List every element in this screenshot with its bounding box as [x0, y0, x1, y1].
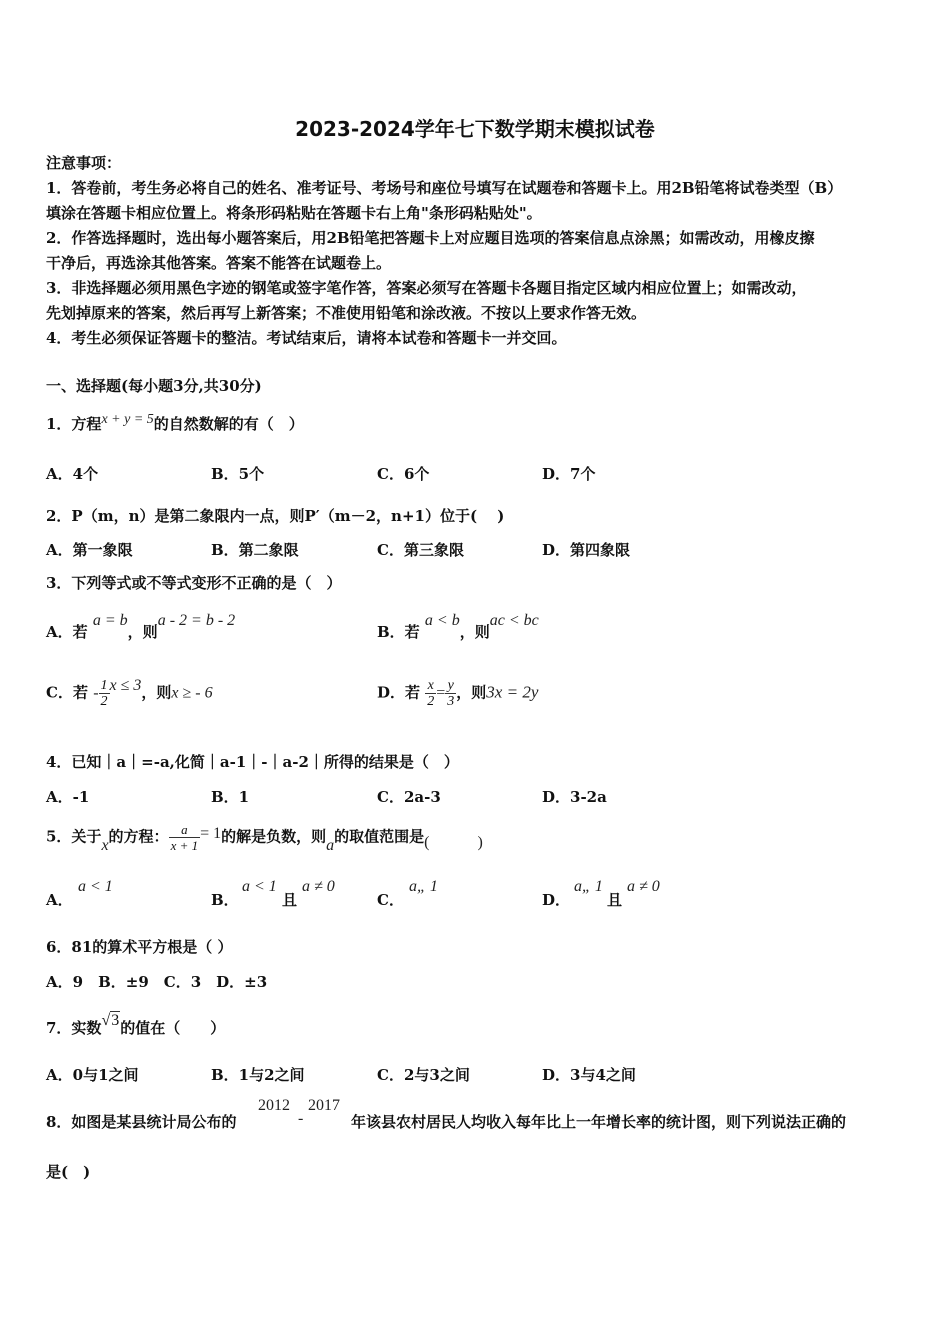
q3-c-then: ，则	[141, 683, 172, 702]
question-8-line2: 是( )	[46, 1163, 91, 1181]
notice-heading: 注意事项：	[46, 154, 122, 172]
q4-option-a: A．-1	[46, 788, 90, 806]
q3-d-numerator-x: x	[425, 678, 436, 694]
q5-numerator: a	[169, 822, 201, 838]
q3-d-numerator-y: y	[445, 678, 456, 694]
q1-option-d: D．7个	[542, 465, 596, 483]
q5-post: 的取值范围是	[334, 827, 425, 846]
q7-pre: 7．实数	[46, 1019, 102, 1037]
q1-option-c: C．6个	[377, 465, 430, 483]
section-heading: 一、选择题(每小题3分,共30分)	[46, 377, 262, 395]
q3-c-condition: x ≤ 3	[109, 676, 142, 694]
question-7-stem	[46, 1012, 226, 1041]
q3-d-result: 3x = 2y	[486, 682, 539, 702]
q5-option-b-and: 且	[282, 891, 298, 909]
q3-b-then: ，则	[459, 623, 490, 641]
q1-post: 的自然数解的有（ ）	[153, 415, 304, 433]
q5-var-x: x	[101, 836, 109, 854]
q3-option-a	[46, 612, 236, 645]
notice-line-4: 干净后，再选涂其他答案。答案不能答在试题卷上。	[46, 254, 392, 272]
q3-a-then: ，则	[127, 623, 158, 641]
q2-option-c: C．第三象限	[377, 541, 464, 559]
q7-option-d: D．3与4之间	[542, 1066, 636, 1084]
q5-option-c: a„ 1	[409, 878, 438, 895]
q1-option-a: A．4个	[46, 465, 99, 483]
q4-option-c: C．2a-3	[377, 788, 441, 806]
q5-paren: ( )	[424, 833, 483, 851]
q3-d-denominator-2: 2	[427, 694, 435, 709]
q3-b-result: ac < bc	[489, 612, 539, 629]
notice-line-5: 3．非选择题必须用黑色字迹的钢笔或签字笔作答，答案必须写在答题卡各题目指定区域内相应位置上；如需改动，	[46, 279, 807, 297]
q5-option-a: a < 1	[78, 878, 113, 895]
q3-d-label: D．若	[377, 683, 421, 702]
q5-option-b-cond2: a ≠ 0	[302, 878, 335, 895]
page-title: 2023-2024学年七下数学期末模拟试卷	[295, 117, 655, 141]
q7-post: 的值在（ ）	[120, 1019, 226, 1037]
q4-option-b: B．1	[211, 788, 250, 806]
q7-option-b: B．1与2之间	[211, 1066, 305, 1084]
q8-year-end: 2017	[308, 1097, 340, 1114]
q5-option-d-cond1: a„ 1	[574, 878, 603, 895]
q5-option-c-label: C．	[377, 891, 404, 909]
question-4-stem: 4．已知｜a｜=-a,化简｜a-1｜-｜a-2｜所得的结果是（ ）	[46, 753, 459, 771]
q3-d-fraction-x	[425, 678, 436, 709]
q5-mid1: 的方程：	[108, 827, 169, 846]
q3-a-label: A．若	[46, 623, 88, 641]
q3-c-fraction	[99, 678, 110, 709]
q5-pre: 5．关于	[46, 827, 102, 846]
q5-option-b-cond1: a < 1	[242, 878, 277, 895]
question-5-stem	[46, 822, 483, 853]
notice-line-1: 1．答卷前，考生务必将自己的姓名、准考证号、考场号和座位号填写在试题卷和答题卡上。用2B铅笔将试卷类型（B）	[46, 179, 843, 197]
q5-var-a: a	[326, 836, 335, 854]
q1-option-b: B．5个	[211, 465, 265, 483]
question-8-post: 年该县农村居民人均收入每年比上一年增长率的统计图，则下列说法正确的	[351, 1113, 847, 1131]
q5-option-a-label: A．	[46, 891, 73, 909]
q3-b-condition: a < b	[424, 612, 460, 629]
question-6-stem: 6．81的算术平方根是（ ）	[46, 938, 233, 956]
q3-a-condition: a = b	[92, 612, 128, 629]
q5-mid2: 的解是负数，则	[221, 827, 327, 846]
q8-year-start: 2012	[258, 1097, 290, 1114]
question-1-stem	[46, 412, 304, 438]
q4-option-d: D．3-2a	[542, 788, 607, 806]
q2-option-d: D．第四象限	[542, 541, 631, 559]
q3-d-equals: =	[436, 684, 446, 702]
notice-line-7: 4．考生必须保证答题卡的整洁。考试结束后，请将本试卷和答题卡一并交回。	[46, 329, 567, 347]
q5-fraction	[169, 822, 201, 853]
question-2-stem: 2．P（m，n）是第二象限内一点，则P′（m－2，n+1）位于( )	[46, 507, 505, 525]
q1-pre: 1．方程	[46, 415, 102, 433]
q1-equation: x + y = 5	[101, 412, 154, 427]
q5-option-b-label: B．	[211, 891, 239, 909]
notice-line-3: 2．作答选择题时，选出每小题答案后，用2B铅笔把答题卡上对应题目选项的答案信息点涂黑；如需改动，用橡皮擦	[46, 229, 815, 247]
q8-dash: -	[298, 1110, 304, 1127]
q3-d-fraction-y	[445, 678, 456, 709]
q2-option-b: B．第二象限	[211, 541, 299, 559]
q5-equals-one: = 1	[200, 824, 222, 842]
q3-c-label: C．若	[46, 683, 88, 702]
q3-d-then: ，则	[456, 683, 487, 702]
q2-option-a: A．第一象限	[46, 541, 133, 559]
q3-b-label: B．若	[377, 623, 420, 641]
q7-option-a: A．0与1之间	[46, 1066, 139, 1084]
q6-options: A．9 B．±9 C．3 D．±3	[46, 973, 268, 991]
q7-sqrt: √3	[101, 1012, 120, 1029]
q3-option-d	[377, 678, 538, 709]
q3-option-b	[377, 612, 539, 645]
q3-d-denominator-3: 3	[447, 694, 455, 709]
q5-denominator: x + 1	[170, 838, 199, 853]
q5-option-d-cond2: a ≠ 0	[627, 878, 660, 895]
q3-a-result: a - 2 = b - 2	[157, 612, 236, 629]
q3-c-minus: -	[93, 684, 99, 702]
q3-option-c	[46, 678, 213, 709]
question-3-stem: 3．下列等式或不等式变形不正确的是（ ）	[46, 574, 342, 592]
q7-radicand: 3	[111, 1012, 120, 1029]
q5-option-d-label: D．	[542, 891, 571, 909]
notice-line-2: 填涂在答题卡相应位置上。将条形码粘贴在答题卡右上角"条形码粘贴处"。	[46, 204, 542, 222]
notice-line-6: 先划掉原来的答案，然后再写上新答案；不准使用铅笔和涂改液。不按以上要求作答无效。	[46, 304, 647, 322]
q7-option-c: C．2与3之间	[377, 1066, 470, 1084]
q3-c-result: x ≥ - 6	[171, 684, 213, 702]
q5-option-d-and: 且	[607, 891, 623, 909]
question-8-pre: 8．如图是某县统计局公布的	[46, 1113, 237, 1131]
q3-c-denominator: 2	[100, 694, 108, 709]
q3-c-numerator: 1	[100, 678, 108, 693]
